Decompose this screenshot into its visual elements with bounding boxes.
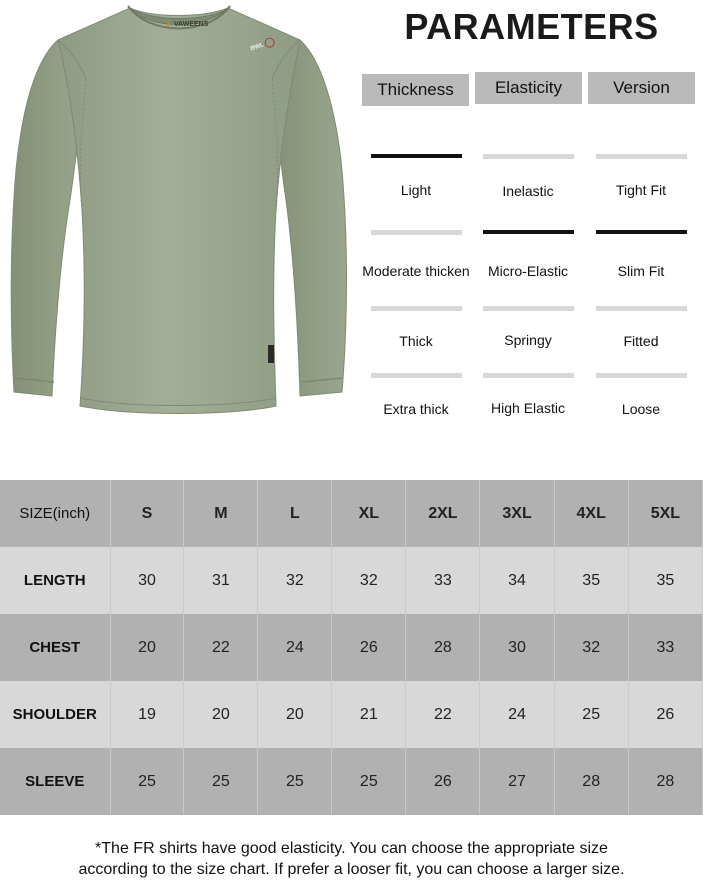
table-cell: 20 — [184, 681, 258, 748]
version-level-label: Loose — [621, 401, 661, 417]
row-label: LENGTH — [0, 547, 110, 614]
table-cell: 32 — [258, 547, 332, 614]
table-cell: 21 — [332, 681, 406, 748]
elasticity-level-bar — [483, 306, 574, 311]
thickness-level-bar — [371, 373, 462, 378]
elasticity-level-label: Inelastic — [502, 183, 554, 199]
table-cell: 32 — [554, 614, 628, 681]
row-label: CHEST — [0, 614, 110, 681]
table-cell: 26 — [332, 614, 406, 681]
table-cell: 22 — [184, 614, 258, 681]
version-level-bar — [596, 230, 687, 234]
table-cell: 25 — [554, 681, 628, 748]
size-note — [0, 838, 703, 880]
table-row — [0, 614, 703, 681]
table-row — [0, 748, 703, 815]
table-cell: 34 — [480, 547, 554, 614]
size-label: S — [110, 480, 184, 547]
elasticity-level-bar — [483, 154, 574, 159]
version-level-label: Slim Fit — [617, 263, 665, 279]
size-label: M — [184, 480, 258, 547]
elasticity-level-label: Micro-Elastic — [487, 263, 569, 279]
table-cell: 27 — [480, 748, 554, 815]
badge-text: BWL — [249, 42, 265, 53]
thickness-level-label: Thick — [399, 333, 433, 349]
table-cell: 19 — [110, 681, 184, 748]
logo-mark-icon: ▲ — [165, 21, 172, 28]
table-cell: 26 — [628, 681, 702, 748]
table-cell: 25 — [332, 748, 406, 815]
thickness-header: Thickness — [362, 74, 469, 106]
elasticity-header: Elasticity — [475, 72, 582, 104]
parameters-title: PARAMETERS — [404, 6, 659, 47]
table-cell: 28 — [406, 614, 480, 681]
version-level-bar — [596, 373, 687, 378]
thickness-level-label: Moderate thicken — [362, 263, 470, 279]
version-level-bar — [596, 306, 687, 311]
table-cell: 24 — [258, 614, 332, 681]
size-header-row — [0, 480, 703, 547]
elasticity-level-label: Springy — [504, 332, 552, 348]
thickness-level-bar — [371, 230, 462, 235]
table-cell: 25 — [258, 748, 332, 815]
size-note-line-1: *The FR shirts have good elasticity. You can choose the appropriate size — [95, 840, 608, 857]
table-cell: 26 — [406, 748, 480, 815]
elasticity-level-bar — [483, 373, 574, 378]
row-label: SHOULDER — [0, 681, 110, 748]
table-cell: 22 — [406, 681, 480, 748]
table-cell: 25 — [110, 748, 184, 815]
table-cell: 25 — [184, 748, 258, 815]
thickness-level-bar — [371, 154, 462, 158]
size-label: 3XL — [480, 480, 554, 547]
size-label: 5XL — [628, 480, 702, 547]
version-level-bar — [596, 154, 687, 159]
logo-text: VAWEENS — [173, 21, 209, 28]
version-level-label: Tight Fit — [615, 182, 667, 198]
table-cell: 30 — [480, 614, 554, 681]
row-label: SLEEVE — [0, 748, 110, 815]
version-level-label: Fitted — [623, 333, 659, 349]
version-header: Version — [588, 72, 695, 104]
table-cell: 28 — [554, 748, 628, 815]
thickness-level-label: Light — [400, 182, 432, 198]
size-header-label: SIZE(inch) — [0, 480, 110, 547]
table-cell: 28 — [628, 748, 702, 815]
table-cell: 24 — [480, 681, 554, 748]
table-cell: 35 — [554, 547, 628, 614]
size-chart-table — [0, 480, 703, 815]
brand-logo — [165, 21, 208, 28]
shirt-image — [0, 0, 360, 430]
table-cell: 33 — [628, 614, 702, 681]
elasticity-level-label: High Elastic — [491, 400, 565, 416]
thickness-level-label: Extra thick — [383, 401, 449, 417]
table-cell: 20 — [258, 681, 332, 748]
size-note-line-2: according to the size chart. If prefer a looser fit, you can choose a larger size. — [78, 861, 625, 878]
table-cell: 33 — [406, 547, 480, 614]
size-label: 2XL — [406, 480, 480, 547]
size-label: L — [258, 480, 332, 547]
table-cell: 35 — [628, 547, 702, 614]
table-cell: 20 — [110, 614, 184, 681]
table-cell: 30 — [110, 547, 184, 614]
table-row — [0, 547, 703, 614]
table-row — [0, 681, 703, 748]
table-cell: 32 — [332, 547, 406, 614]
size-label: XL — [332, 480, 406, 547]
elasticity-level-bar — [483, 230, 574, 234]
table-cell: 31 — [184, 547, 258, 614]
thickness-level-bar — [371, 306, 462, 311]
size-label: 4XL — [554, 480, 628, 547]
